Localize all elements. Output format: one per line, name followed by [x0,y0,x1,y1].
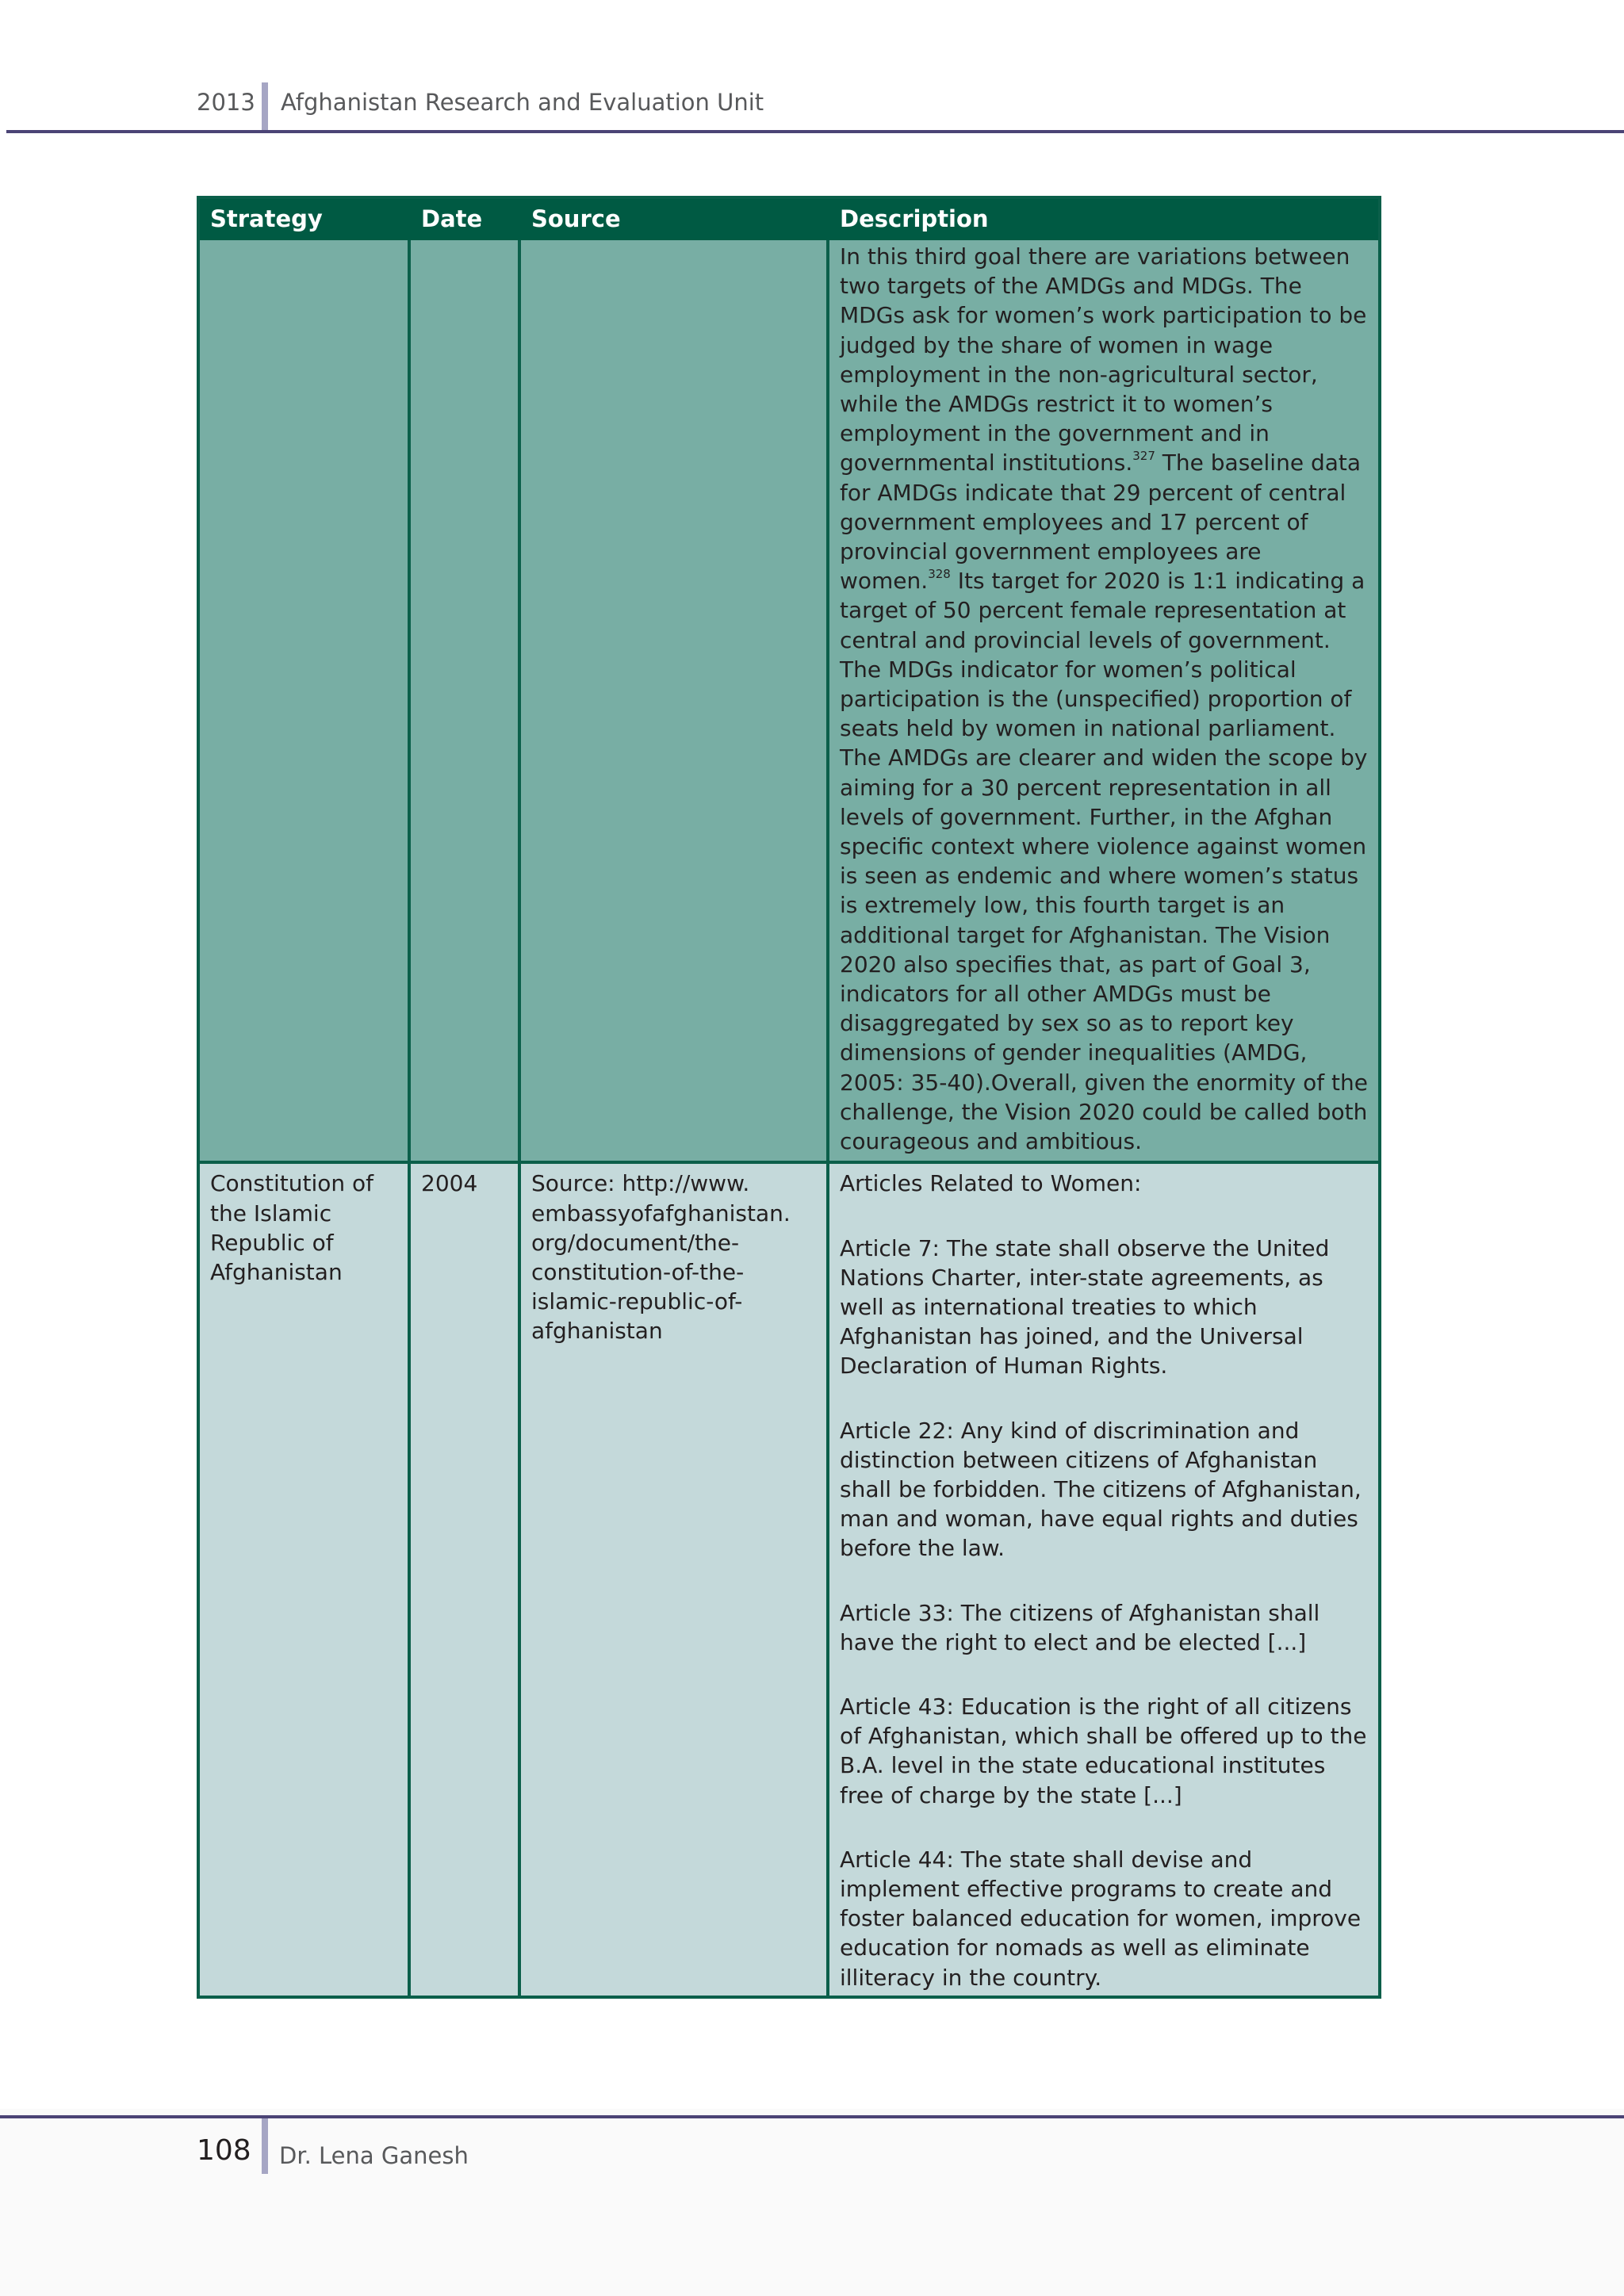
page-number: 108 [197,2134,251,2167]
source-cell [521,240,829,1161]
article-33-paragraph: Article 33: The citizens of Afghanistan shall have the right to elect and be elected [...] [840,1599,1320,1655]
table-row [200,240,1378,1161]
footnote-marker: 327 [1132,449,1155,464]
header-divider [262,82,268,132]
strategy-table [197,196,1381,1999]
footer-rule [0,2115,1624,2118]
strategy-cell: Constitution of the Islamic Republic of Afghanistan [200,1164,411,1995]
header-year: 2013 [197,89,255,116]
article-44-paragraph: Article 44: The state shall devise and implement effective programs to create and foster balanced education for women, improve education for nomads as well as eliminate illiteracy in the country. [840,1846,1362,1991]
table-header-row [200,199,1378,240]
column-header-strategy: Strategy [210,205,323,232]
description-cell [829,1164,1378,1995]
article-43-paragraph: Article 43: Education is the right of all citizens of Afghanistan, which shall be offered up to the B.A. level in the state educational institutes free of charge by the state [...] [840,1693,1367,1808]
page-footer [0,2109,1624,2296]
header-organization: Afghanistan Research and Evaluation Unit [281,89,764,116]
column-header-description: Description [840,205,989,232]
date-cell [411,240,521,1161]
date-cell: 2004 [411,1164,521,1995]
strategy-cell [200,240,411,1161]
articles-heading: Articles Related to Women: [840,1170,1142,1197]
source-url: Source: http://www. embassyofafghanistan. org/document/the- constitution-of-the- islamic-republic-of- afghanistan [531,1170,791,1345]
description-text: Its target for 2020 is 1:1 indicating a target of 50 percent female representation at central and provincial levels of government. The MDGs indicator for women’s political participation is the (unspecified) proportion of seats held by women in national parliament. The AMDGs are clearer and widen the scope by aiming for a 30 percent representation in all levels of government. Further, in the Afghan specific context where violence against women is seen as endemic and where women’s status is extremely low, this fourth target is an additional target for Afghanistan. The Vision 2020 also specifies that, as part of Goal 3, indicators for all other AMDGs must be disaggregated by sex so as to report key dimensions of gender inequalities (AMDG, 2005: 35-40).Overall, given the enormity of the challenge, the Vision 2020 could be called both courageous and ambitious. [840,568,1368,1155]
description-cell [829,240,1378,1161]
column-header-source: Source [531,205,621,232]
header-rule [6,130,1624,133]
source-cell [521,1164,829,1995]
footnote-marker: 328 [928,567,951,582]
footer-author: Dr. Lena Ganesh [279,2142,469,2169]
footer-divider [262,2118,268,2174]
table-row [200,1161,1378,1995]
page-header [0,0,1624,135]
article-7-paragraph: Article 7: The state shall observe the United Nations Charter, inter-state agreements, as well as international treaties to which Afghanistan has joined, and the Universal Declaration of Human Rights. [840,1234,1330,1380]
column-header-date: Date [421,205,483,232]
description-text: The baseline data for AMDGs indicate that 29 percent of central government employees and 17 percent of provincial government employees are women. [840,450,1362,595]
article-22-paragraph: Article 22: Any kind of discrimination and distinction between citizens of Afghanistan shall be forbidden. The citizens of Afghanistan, man and woman, have equal rights and duties before the law. [840,1417,1362,1562]
description-text: In this third goal there are variations between two targets of the AMDGs and MDGs. The MDGs ask for women’s work participation to be judged by the share of women in wage employment in the non-agricultural sector, while the AMDGs restrict it to women’s employment in the government and in governmental institutions. [840,243,1367,476]
